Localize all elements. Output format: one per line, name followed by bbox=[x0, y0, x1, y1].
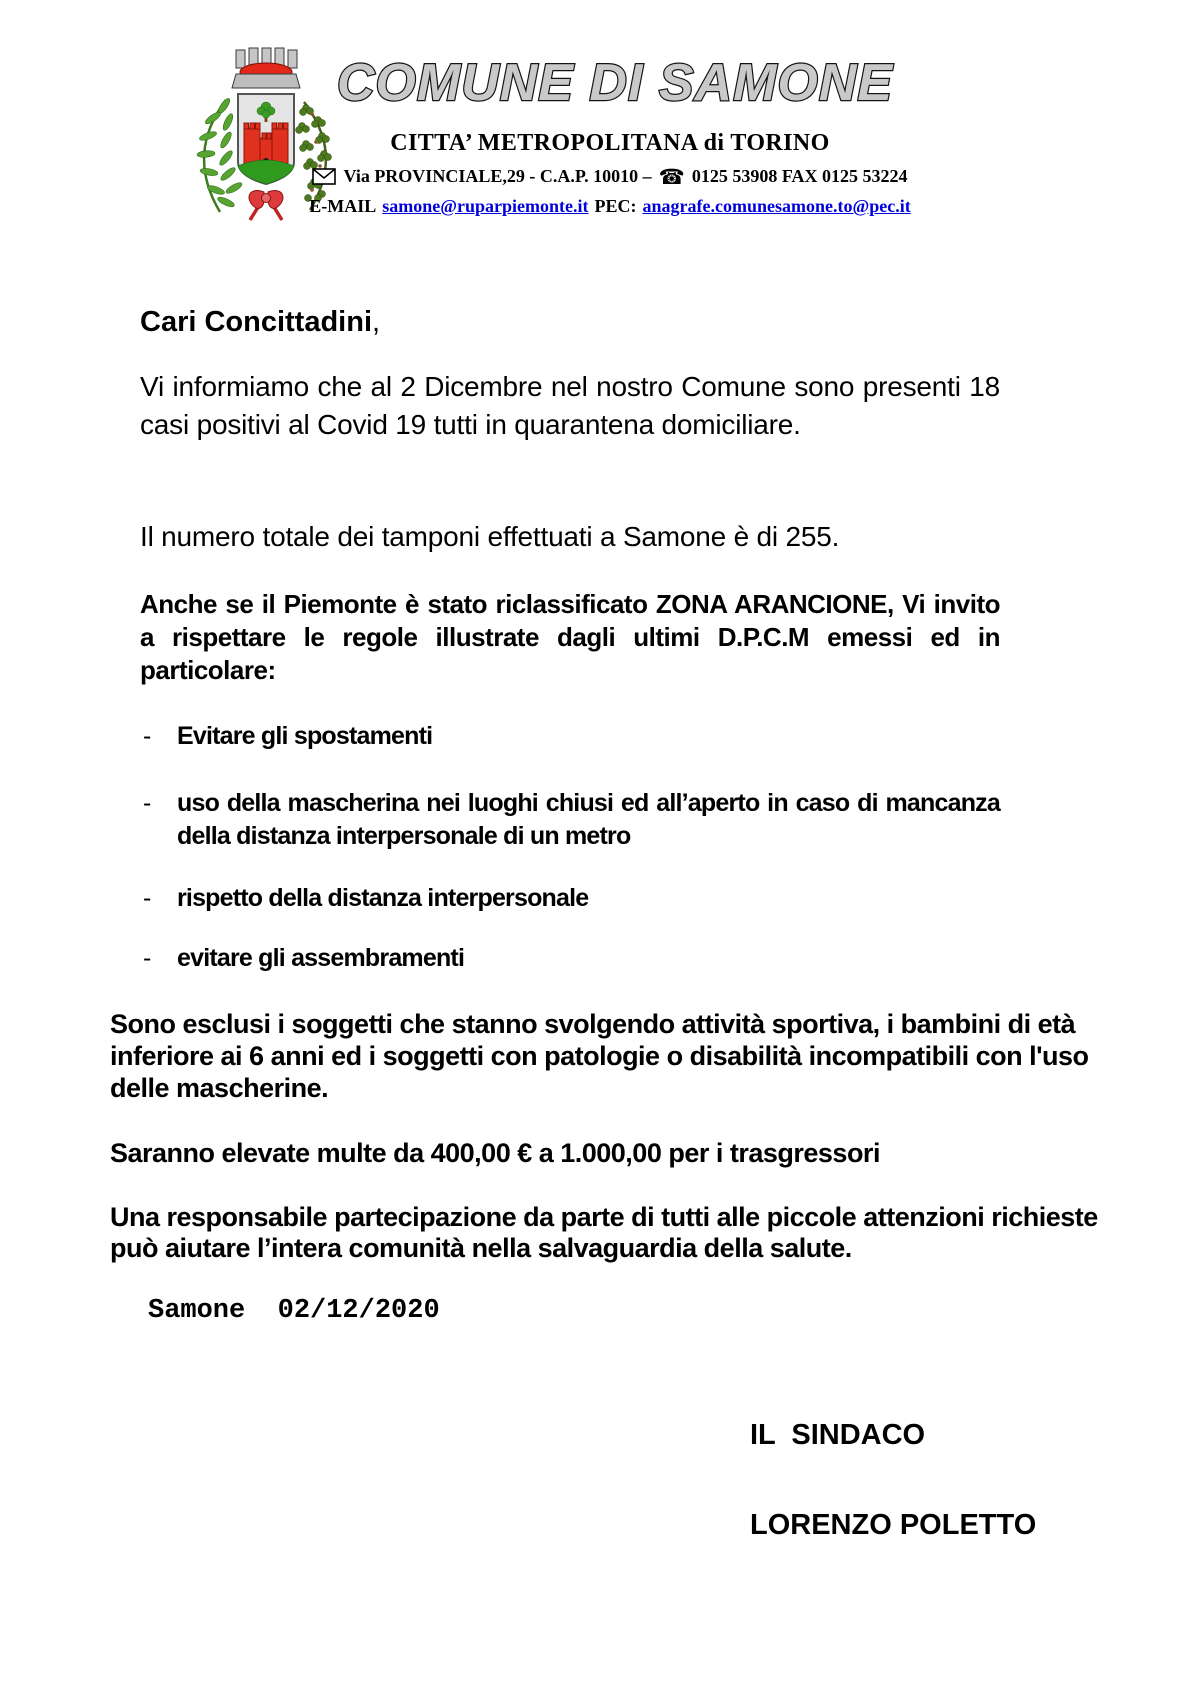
bullet-text: evitare gli assembramenti bbox=[177, 944, 465, 972]
bullet-dash: - bbox=[143, 884, 151, 912]
phone-fax-text: 0125 53908 FAX 0125 53224 bbox=[691, 166, 908, 186]
signature-name: LORENZO POLETTO bbox=[750, 1509, 1037, 1541]
paragraph-fines: Saranno elevate multe da 400,00 € a 1.000,00 per i trasgressori bbox=[110, 1138, 880, 1168]
paragraph-covid-cases: Vi informiamo che al 2 Dicembre nel nostro Comune sono presenti 18 casi positivi al Covid 19 tutti in quarantena domiciliare. bbox=[140, 371, 1000, 440]
envelope-icon bbox=[312, 168, 336, 185]
list-item-mask-use bbox=[143, 787, 1000, 853]
list-item-distance bbox=[143, 882, 1000, 915]
paragraph-appeal: Una responsabile partecipazione da parte di tutti alle piccole attenzioni richieste può aiutare l’intera comunità nella salvaguardia della salute. bbox=[110, 1202, 1098, 1263]
subtitle: CITTA’ METROPOLITANA di TORINO bbox=[390, 130, 830, 156]
pec-link[interactable]: anagrafe.comunesamone.to@pec.it bbox=[642, 196, 911, 216]
bullet-dash: - bbox=[143, 722, 151, 750]
phone-icon: ☎ bbox=[658, 164, 685, 189]
greeting bbox=[140, 303, 380, 341]
greeting-comma: , bbox=[372, 306, 381, 338]
greeting-text: Cari Concittadini bbox=[140, 306, 373, 338]
paragraph-exclusions: Sono esclusi i soggetti che stanno svolgendo attività sportiva, i bambini di età inferiore ai 6 anni ed i soggetti con patologie o disabilità incompatibili con l'uso delle mascherine. bbox=[110, 1009, 1089, 1103]
dateline: Samone 02/12/2020 bbox=[148, 1296, 440, 1326]
address-text: Via PROVINCIALE,29 - C.A.P. 10010 – bbox=[343, 166, 652, 186]
bullet-text: rispetto della distanza interpersonale bbox=[177, 884, 589, 912]
bullet-text: uso della mascherina nei luoghi chiusi ed all’aperto in caso di mancanza della distanza interpersonale di un metro bbox=[177, 789, 1000, 850]
mural-crown-icon bbox=[232, 48, 300, 88]
bullet-dash: - bbox=[143, 944, 151, 972]
list-item-avoid-travel bbox=[143, 720, 1000, 753]
paragraph-orange-zone: Anche se il Piemonte è stato riclassificato ZONA ARANCIONE, Vi invito a rispettare le regole illustrate dagli ultimi D.P.C.M emessi ed in particolare: bbox=[140, 589, 1000, 685]
laurel-branch-icon bbox=[197, 97, 244, 212]
email-link[interactable]: samone@ruparpiemonte.it bbox=[382, 196, 589, 216]
pec-label: PEC: bbox=[594, 196, 637, 216]
signature-role: IL SINDACO bbox=[750, 1419, 926, 1451]
municipality-title bbox=[330, 50, 900, 114]
paragraph-swab-total: Il numero totale dei tamponi effettuati a Samone è di 255. bbox=[140, 521, 840, 552]
title-text: COMUNE DI SAMONE bbox=[336, 54, 894, 112]
address-line bbox=[250, 166, 970, 187]
list-item-gatherings bbox=[143, 942, 1000, 975]
email-line bbox=[250, 196, 970, 217]
bullet-dash: - bbox=[143, 789, 151, 817]
signature-block bbox=[750, 1360, 1036, 1600]
email-label: E-MAIL bbox=[309, 196, 377, 216]
bullet-text: Evitare gli spostamenti bbox=[177, 722, 433, 750]
